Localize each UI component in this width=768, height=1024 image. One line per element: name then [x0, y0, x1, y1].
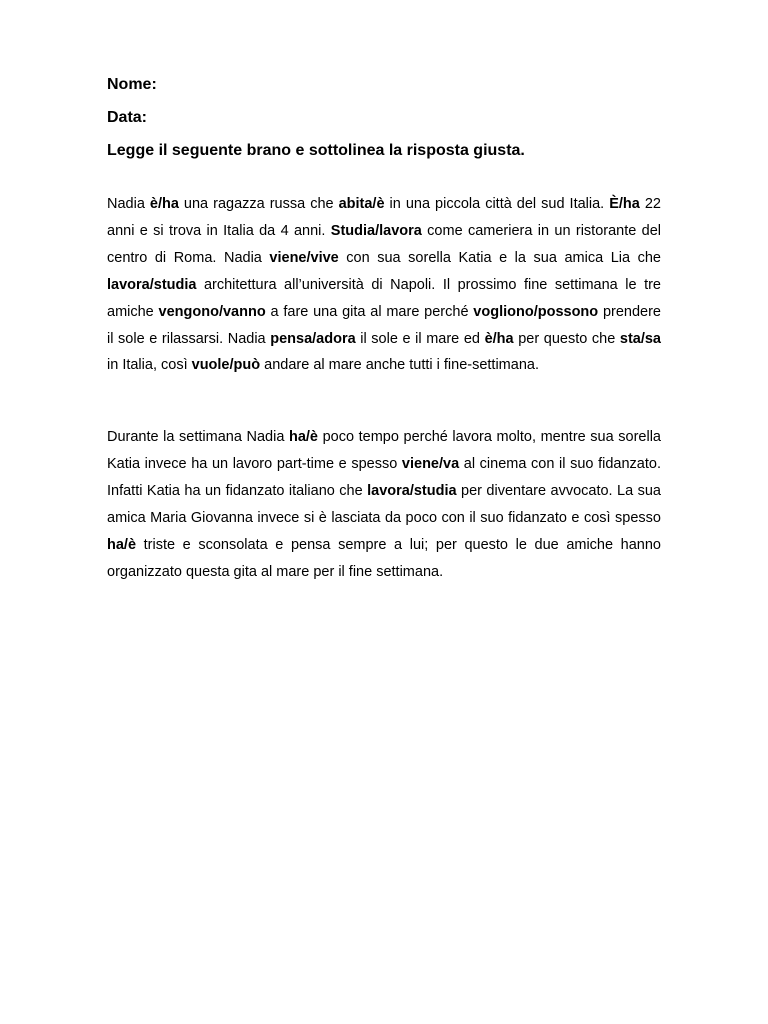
text-segment: Durante la settimana Nadia — [107, 429, 289, 446]
text-segment: in Italia, così — [107, 357, 192, 374]
paragraph-1 — [107, 191, 661, 379]
name-label: Nome: — [107, 76, 157, 93]
text-segment: poco tempo perché lavora molto, mentre sua sorella Katia invece ha un lavoro part-time e spesso — [107, 429, 661, 473]
text-segment: andare al mare anche tutti i fine-settimana. — [260, 357, 539, 374]
text-segment: prendere il sole e rilassarsi. Nadia — [107, 303, 661, 347]
text-segment: in una piccola città del sud Italia. — [384, 196, 610, 212]
answer-choice: viene/va — [401, 456, 460, 473]
answer-choice: viene/vive — [269, 249, 339, 266]
date-label: Data: — [107, 109, 148, 126]
answer-choice: vogliono/possono — [473, 303, 599, 320]
answer-choice: lavora/studia — [107, 276, 197, 293]
answer-choice: È/ha — [609, 196, 640, 212]
text-segment: 22 anni e si trova in Italia da 4 anni. — [107, 196, 661, 239]
answer-choice: sta/sa — [619, 330, 661, 347]
worksheet-page — [107, 70, 661, 586]
text-segment: triste e sconsolata e pensa sempre a lui; per questo le due amiche hanno organizzato questa gita al mare per il fine settimana. — [107, 536, 661, 580]
answer-choice: vengono/vanno — [158, 303, 266, 320]
text-segment: al cinema con il suo fidanzato. Infatti Katia ha un fidanzato italiano che — [107, 456, 661, 500]
answer-choice: lavora/studia — [367, 483, 457, 500]
answer-choice: Studia/lavora — [330, 222, 422, 239]
answer-choice: ha/è — [107, 536, 137, 553]
answer-choice: è/ha — [149, 196, 179, 212]
text-segment: architettura all’università di Napoli. Il prossimo fine settimana le tre amiche — [107, 276, 661, 320]
text-segment: il sole e il mare ed — [355, 330, 485, 347]
instruction-text: Legge il seguente brano e sottolinea la risposta giusta. — [107, 142, 525, 159]
answer-choice: pensa/adora — [270, 330, 356, 347]
text-segment: una ragazza russa che — [178, 196, 339, 212]
text-segment: Nadia — [107, 196, 150, 212]
answer-choice: abita/è — [338, 196, 385, 212]
text-segment: per diventare avvocato. La sua amica Maria Giovanna invece si è lasciata da poco con il suo fidanzato e così spesso — [107, 483, 661, 527]
paragraph-2 — [107, 424, 661, 585]
text-segment: a fare una gita al mare perché — [265, 303, 474, 320]
answer-choice: vuole/può — [191, 357, 261, 374]
answer-choice: ha/è — [288, 429, 318, 446]
answer-choice: è/ha — [484, 330, 514, 347]
text-segment: per questo che — [513, 330, 620, 347]
text-segment: come cameriera in un ristorante del centro di Roma. Nadia — [107, 222, 661, 266]
text-segment: con sua sorella Katia e la sua amica Lia che — [338, 249, 661, 266]
